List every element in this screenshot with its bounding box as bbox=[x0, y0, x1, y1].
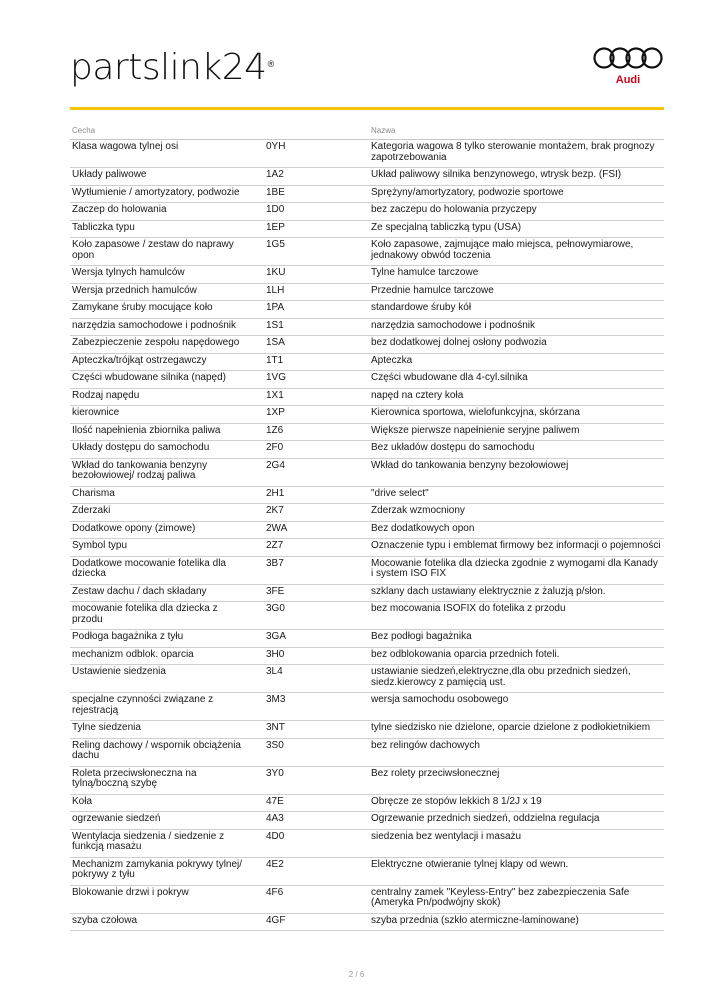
feature-cell: Wentylacja siedzenia / siedzenie z funkcją masażu bbox=[70, 829, 252, 857]
feature-cell: Tylne siedzenia bbox=[70, 721, 252, 739]
name-cell: Kierownica sportowa, wielofunkcyjna, skórzana bbox=[369, 406, 664, 424]
name-cell: Kategoria wagowa 8 tylko sterowanie montażem, brak prognozy zapotrzebowania bbox=[369, 140, 664, 168]
code-cell: 3G0 bbox=[252, 602, 369, 630]
code-cell: 4D0 bbox=[252, 829, 369, 857]
name-cell: Koło zapasowe, zajmujące mało miejsca, pełnowymiarowe, jednakowy obwód toczenia bbox=[369, 238, 664, 266]
feature-cell: Koła bbox=[70, 794, 252, 812]
feature-cell: Apteczka/trójkąt ostrzegawczy bbox=[70, 353, 252, 371]
code-cell: 1X1 bbox=[252, 388, 369, 406]
name-cell: ustawianie siedzeń,elektryczne,dla obu przednich siedzeń, siedz.kierowcy z pamięcią ust. bbox=[369, 665, 664, 693]
name-cell: Elektryczne otwieranie tylnej klapy od wewn. bbox=[369, 857, 664, 885]
partslink24-logo bbox=[70, 48, 274, 94]
feature-cell: Zderzaki bbox=[70, 504, 252, 522]
code-cell: 1Z6 bbox=[252, 423, 369, 441]
table-row bbox=[70, 168, 664, 186]
table-row bbox=[70, 266, 664, 284]
table-row bbox=[70, 486, 664, 504]
name-cell: Bez dodatkowych opon bbox=[369, 521, 664, 539]
code-cell: 1KU bbox=[252, 266, 369, 284]
name-cell: bez mocowania ISOFIX do fotelika z przodu bbox=[369, 602, 664, 630]
code-cell: 1XP bbox=[252, 406, 369, 424]
page-number: 2 / 6 bbox=[348, 970, 365, 979]
feature-cell: Układy paliwowe bbox=[70, 168, 252, 186]
name-cell: Układ paliwowy silnika benzynowego, wtrysk bezp. (FSI) bbox=[369, 168, 664, 186]
name-cell: Bez rolety przeciwsłonecznej bbox=[369, 766, 664, 794]
table-header-row bbox=[70, 122, 664, 140]
name-cell: Bez układów dostępu do samochodu bbox=[369, 441, 664, 459]
code-cell: 0YH bbox=[252, 140, 369, 168]
feature-cell: specjalne czynności związane z rejestracją bbox=[70, 693, 252, 721]
table-row bbox=[70, 857, 664, 885]
name-cell: Większe pierwsze napełnienie seryjne paliwem bbox=[369, 423, 664, 441]
code-cell: 1S1 bbox=[252, 318, 369, 336]
feature-cell: Symbol typu bbox=[70, 539, 252, 557]
name-cell: bez zaczepu do holowania przyczepy bbox=[369, 203, 664, 221]
equipment-table bbox=[70, 122, 664, 931]
code-cell: 1PA bbox=[252, 301, 369, 319]
table-row bbox=[70, 829, 664, 857]
name-cell: Wkład do tankowania benzyny bezołowiowej bbox=[369, 458, 664, 486]
table-row bbox=[70, 283, 664, 301]
feature-cell: Klasa wagowa tylnej osi bbox=[70, 140, 252, 168]
table-row bbox=[70, 913, 664, 931]
table-row bbox=[70, 353, 664, 371]
code-cell: 2F0 bbox=[252, 441, 369, 459]
feature-cell: Podłoga bagażnika z tyłu bbox=[70, 630, 252, 648]
table-row bbox=[70, 441, 664, 459]
feature-cell: Zamykane śruby mocujące koło bbox=[70, 301, 252, 319]
code-cell: 3GA bbox=[252, 630, 369, 648]
brand-name: Audi bbox=[615, 74, 641, 86]
name-cell: narzędzia samochodowe i podnośnik bbox=[369, 318, 664, 336]
header-divider bbox=[70, 107, 664, 110]
name-cell: bez relingów dachowych bbox=[369, 738, 664, 766]
name-cell: napęd na cztery koła bbox=[369, 388, 664, 406]
table-row bbox=[70, 665, 664, 693]
table-row bbox=[70, 584, 664, 602]
code-cell: 4A3 bbox=[252, 812, 369, 830]
name-cell: standardowe śruby kół bbox=[369, 301, 664, 319]
name-cell: Oznaczenie typu i emblemat firmowy bez informacji o pojemności bbox=[369, 539, 664, 557]
feature-cell: Zestaw dachu / dach składany bbox=[70, 584, 252, 602]
feature-cell: Rodzaj napędu bbox=[70, 388, 252, 406]
code-cell: 3H0 bbox=[252, 647, 369, 665]
table-row bbox=[70, 738, 664, 766]
code-cell: 1VG bbox=[252, 371, 369, 389]
table-row bbox=[70, 318, 664, 336]
code-cell: 1SA bbox=[252, 336, 369, 354]
table-row bbox=[70, 794, 664, 812]
code-cell: 47E bbox=[252, 794, 369, 812]
code-cell: 1A2 bbox=[252, 168, 369, 186]
feature-cell: ogrzewanie siedzeń bbox=[70, 812, 252, 830]
audi-logo bbox=[592, 46, 664, 92]
code-cell: 1BE bbox=[252, 185, 369, 203]
feature-cell: Roleta przeciwsłoneczna na tylną/boczną szybę bbox=[70, 766, 252, 794]
code-cell: 2WA bbox=[252, 521, 369, 539]
table-row bbox=[70, 140, 664, 168]
name-cell: Mocowanie fotelika dla dziecka zgodnie z wymogami dla Kanady i system ISO FIX bbox=[369, 556, 664, 584]
feature-cell: Dodatkowe mocowanie fotelika dla dziecka bbox=[70, 556, 252, 584]
name-cell: centralny zamek "Keyless-Entry" bez zabezpieczenia Safe (Ameryka Pn/podwójny skok) bbox=[369, 885, 664, 913]
code-cell: 3FE bbox=[252, 584, 369, 602]
feature-cell: Ilość napełnienia zbiornika paliwa bbox=[70, 423, 252, 441]
code-cell: 3B7 bbox=[252, 556, 369, 584]
table-row bbox=[70, 504, 664, 522]
feature-cell: Części wbudowane silnika (napęd) bbox=[70, 371, 252, 389]
table-row bbox=[70, 238, 664, 266]
feature-cell: Dodatkowe opony (zimowe) bbox=[70, 521, 252, 539]
code-cell: 1G5 bbox=[252, 238, 369, 266]
name-cell: Apteczka bbox=[369, 353, 664, 371]
feature-cell: Reling dachowy / wspornik obciążenia dachu bbox=[70, 738, 252, 766]
page-header bbox=[0, 0, 713, 112]
column-header-code bbox=[252, 122, 369, 140]
code-cell: 4GF bbox=[252, 913, 369, 931]
code-cell: 1EP bbox=[252, 220, 369, 238]
table-row bbox=[70, 602, 664, 630]
code-cell: 4F6 bbox=[252, 885, 369, 913]
column-header-feature: Cecha bbox=[70, 122, 252, 140]
code-cell: 3NT bbox=[252, 721, 369, 739]
table-row bbox=[70, 301, 664, 319]
name-cell: Przednie hamulce tarczowe bbox=[369, 283, 664, 301]
code-cell: 3L4 bbox=[252, 665, 369, 693]
name-cell: Bez podłogi bagażnika bbox=[369, 630, 664, 648]
feature-cell: Wytłumienie / amortyzatory, podwozie bbox=[70, 185, 252, 203]
table-row bbox=[70, 203, 664, 221]
table-row bbox=[70, 388, 664, 406]
name-cell: Obręcze ze stopów lekkich 8 1/2J x 19 bbox=[369, 794, 664, 812]
feature-cell: Ustawienie siedzenia bbox=[70, 665, 252, 693]
feature-cell: Zabezpieczenie zespołu napędowego bbox=[70, 336, 252, 354]
table-row bbox=[70, 371, 664, 389]
table-row bbox=[70, 766, 664, 794]
feature-cell: mechanizm odblok. oparcia bbox=[70, 647, 252, 665]
name-cell: szklany dach ustawiany elektrycznie z żaluzją p/słon. bbox=[369, 584, 664, 602]
feature-cell: Blokowanie drzwi i pokryw bbox=[70, 885, 252, 913]
name-cell: Części wbudowane dla 4-cyl.silnika bbox=[369, 371, 664, 389]
feature-cell: narzędzia samochodowe i podnośnik bbox=[70, 318, 252, 336]
code-cell: 2Z7 bbox=[252, 539, 369, 557]
table-row bbox=[70, 423, 664, 441]
name-cell: szyba przednia (szkło atermiczne-laminowane) bbox=[369, 913, 664, 931]
name-cell: tylne siedzisko nie dzielone, oparcie dzielone z podłokietnikiem bbox=[369, 721, 664, 739]
name-cell: Ze specjalną tabliczką typu (USA) bbox=[369, 220, 664, 238]
table-row bbox=[70, 406, 664, 424]
code-cell: 4E2 bbox=[252, 857, 369, 885]
feature-cell: Mechanizm zamykania pokrywy tylnej/ pokrywy z tyłu bbox=[70, 857, 252, 885]
table-row bbox=[70, 539, 664, 557]
feature-cell: Charisma bbox=[70, 486, 252, 504]
table-row bbox=[70, 647, 664, 665]
feature-cell: mocowanie fotelika dla dziecka z przodu bbox=[70, 602, 252, 630]
code-cell: 1T1 bbox=[252, 353, 369, 371]
table-row bbox=[70, 336, 664, 354]
table-row bbox=[70, 812, 664, 830]
table-row bbox=[70, 220, 664, 238]
name-cell: siedzenia bez wentylacji i masażu bbox=[369, 829, 664, 857]
name-cell: wersja samochodu osobowego bbox=[369, 693, 664, 721]
feature-cell: Wkład do tankowania benzyny bezołowiowej/ rodzaj paliwa bbox=[70, 458, 252, 486]
feature-cell: Tabliczka typu bbox=[70, 220, 252, 238]
table-row bbox=[70, 630, 664, 648]
logo-text: partslink24 bbox=[70, 47, 267, 88]
feature-cell: kierownice bbox=[70, 406, 252, 424]
feature-cell: Wersja przednich hamulców bbox=[70, 283, 252, 301]
feature-cell: Koło zapasowe / zestaw do naprawy opon bbox=[70, 238, 252, 266]
table-row bbox=[70, 721, 664, 739]
registered-mark: ® bbox=[267, 58, 275, 69]
column-header-name: Nazwa bbox=[369, 122, 664, 140]
table-row bbox=[70, 693, 664, 721]
code-cell: 3M3 bbox=[252, 693, 369, 721]
name-cell: Ogrzewanie przednich siedzeń, oddzielna regulacja bbox=[369, 812, 664, 830]
table-row bbox=[70, 521, 664, 539]
audi-rings-icon bbox=[592, 46, 664, 72]
code-cell: 2H1 bbox=[252, 486, 369, 504]
code-cell: 3S0 bbox=[252, 738, 369, 766]
feature-cell: Układy dostępu do samochodu bbox=[70, 441, 252, 459]
name-cell: Sprężyny/amortyzatory, podwozie sportowe bbox=[369, 185, 664, 203]
code-cell: 1LH bbox=[252, 283, 369, 301]
feature-cell: szyba czołowa bbox=[70, 913, 252, 931]
name-cell: Tylne hamulce tarczowe bbox=[369, 266, 664, 284]
table-row bbox=[70, 458, 664, 486]
code-cell: 3Y0 bbox=[252, 766, 369, 794]
feature-cell: Wersja tylnych hamulców bbox=[70, 266, 252, 284]
name-cell: "drive select" bbox=[369, 486, 664, 504]
code-cell: 2K7 bbox=[252, 504, 369, 522]
code-cell: 2G4 bbox=[252, 458, 369, 486]
name-cell: Zderzak wzmocniony bbox=[369, 504, 664, 522]
table-row bbox=[70, 556, 664, 584]
feature-cell: Zaczep do holowania bbox=[70, 203, 252, 221]
code-cell: 1D0 bbox=[252, 203, 369, 221]
name-cell: bez dodatkowej dolnej osłony podwozia bbox=[369, 336, 664, 354]
name-cell: bez odblokowania oparcia przednich foteli. bbox=[369, 647, 664, 665]
table-row bbox=[70, 885, 664, 913]
table-row bbox=[70, 185, 664, 203]
